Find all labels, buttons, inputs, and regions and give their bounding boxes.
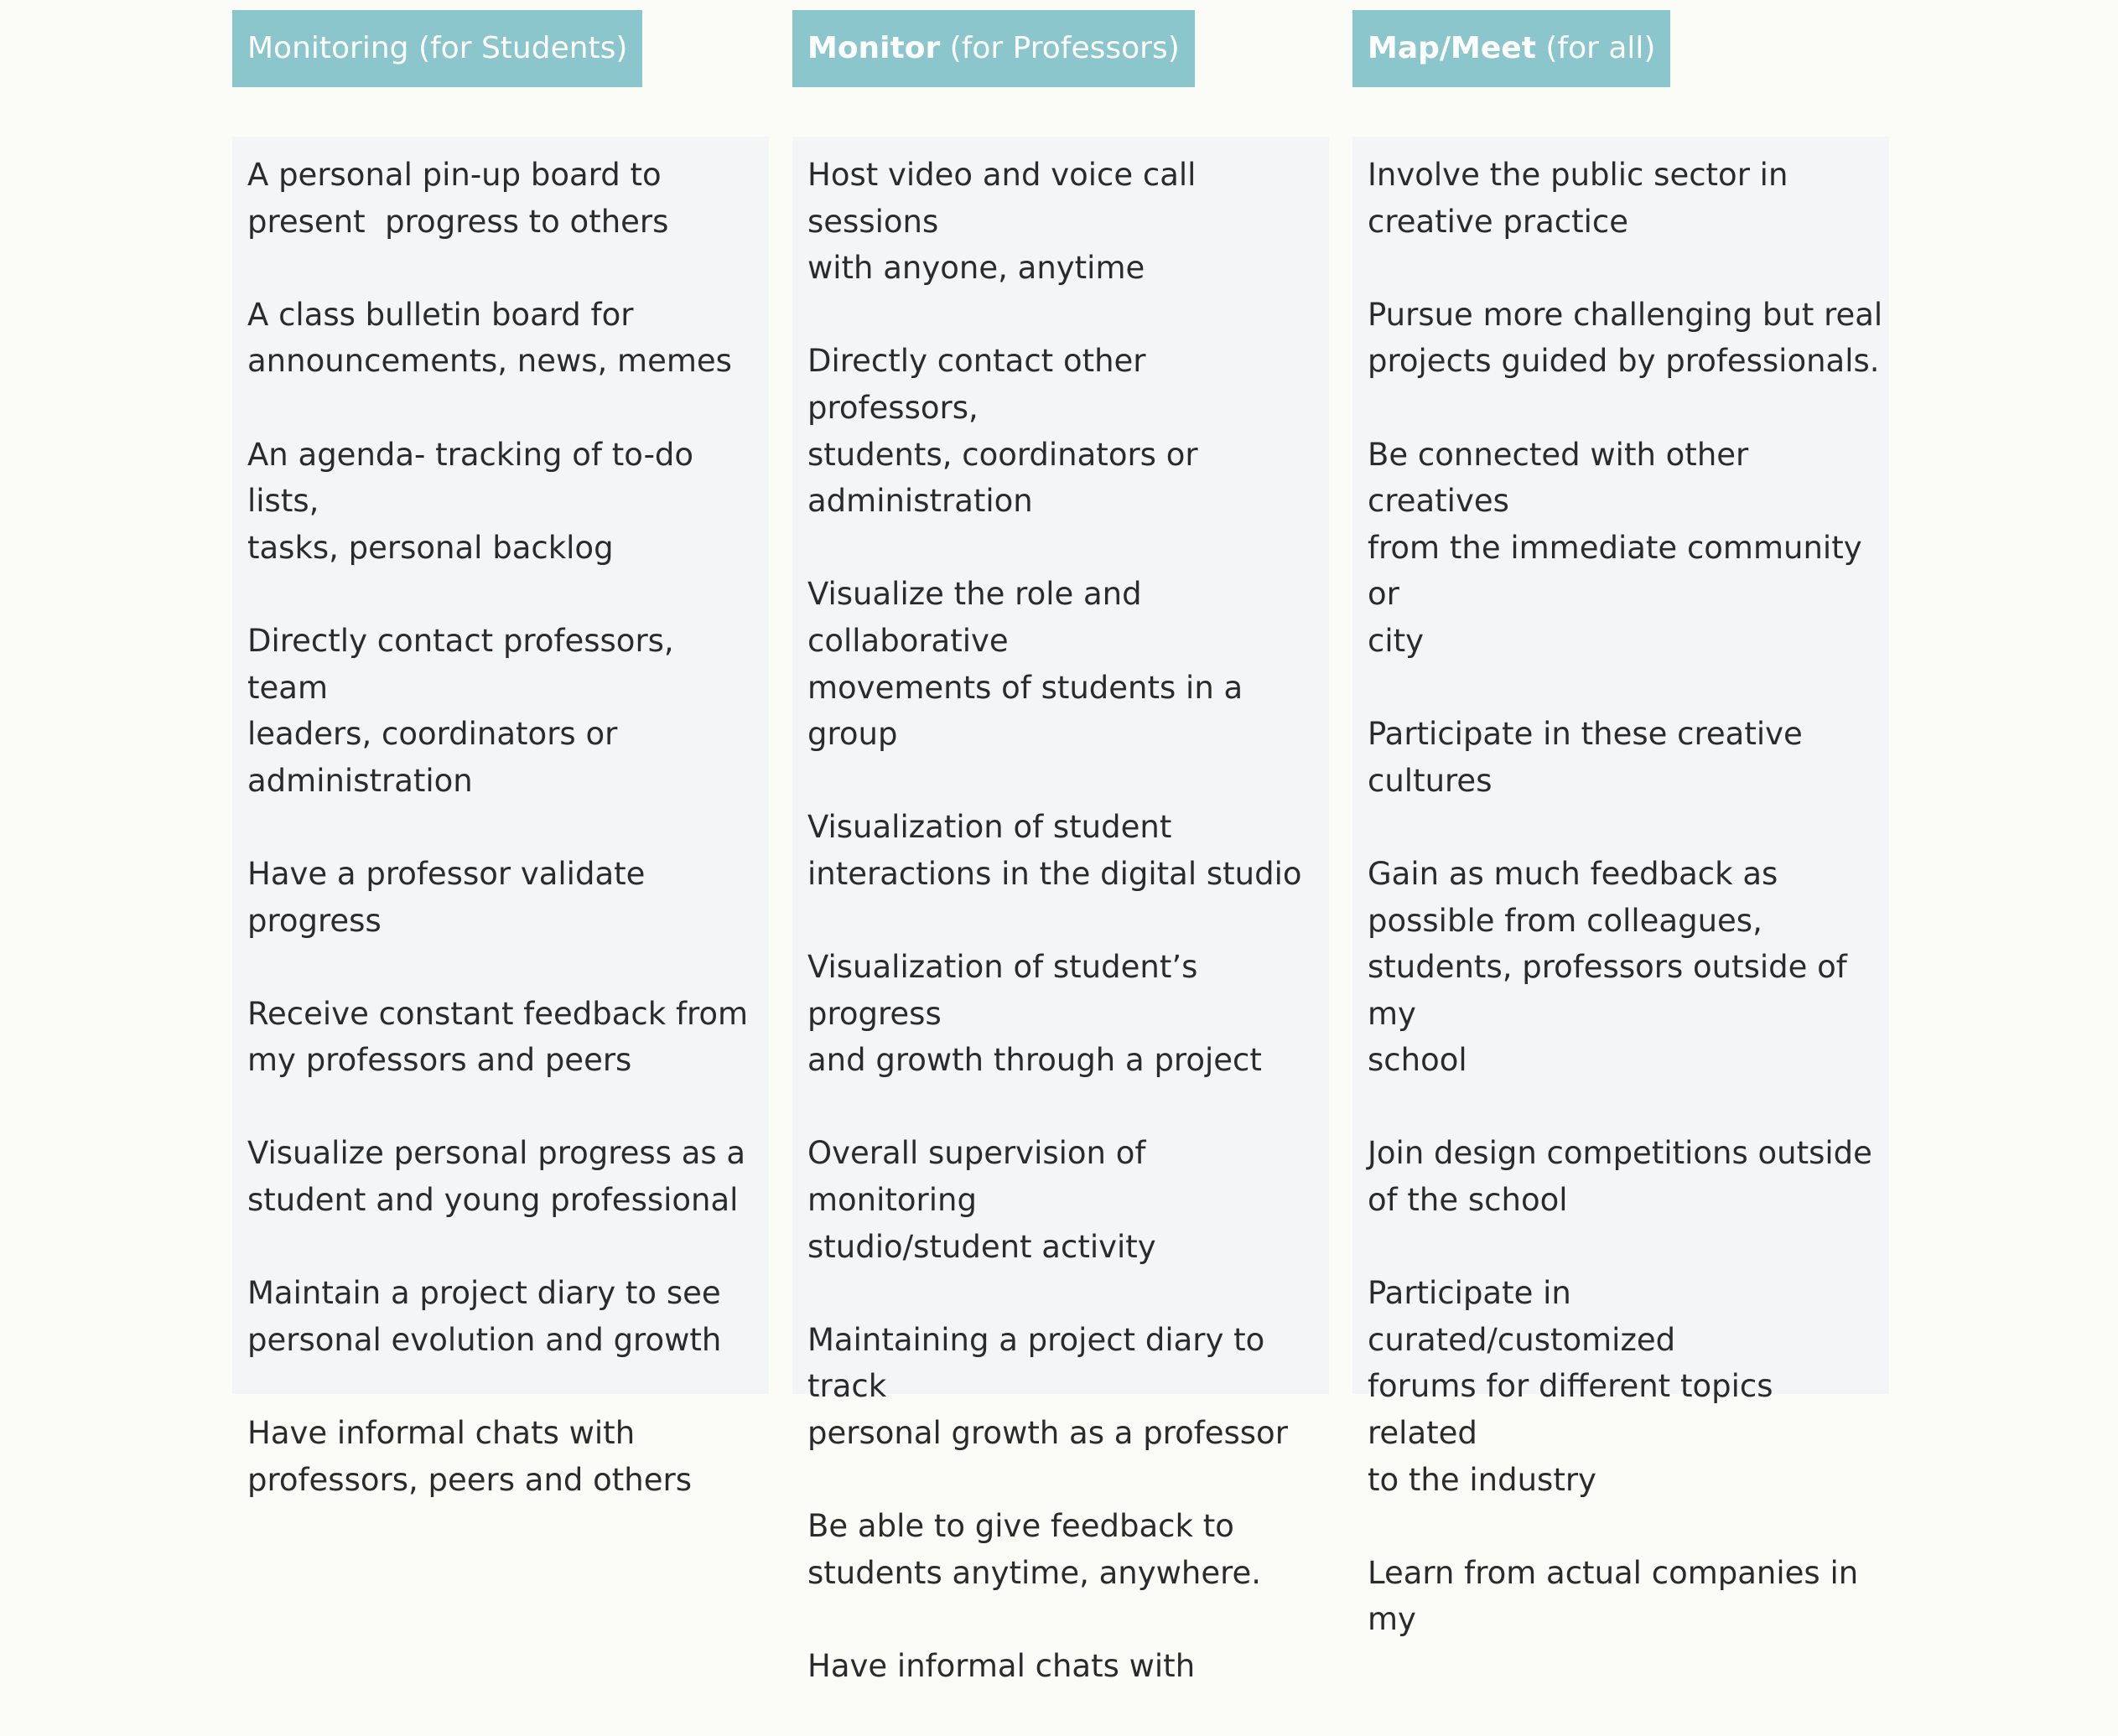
list-item: Learn from actual companies in my xyxy=(1368,1554,1868,1638)
list-item: Gain as much feedback as possible from colleagues, students, professors outside of my school xyxy=(1368,855,1847,1079)
list-item: Involve the public sector in creative practice xyxy=(1368,157,1788,240)
list-item: Maintain a project diary to see personal evolution and growth xyxy=(247,1275,722,1358)
list-item: Overall supervision of monitoring studio/student activity xyxy=(807,1135,1156,1265)
list-item: Be able to give feedback to students anytime, anywhere. xyxy=(807,1508,1262,1591)
list-item: Maintaining a project diary to track personal growth as a professor xyxy=(807,1321,1288,1452)
list-item: Directly contact other professors, students, coordinators or administration xyxy=(807,343,1198,520)
list-item: Visualize personal progress as a student and young professional xyxy=(247,1135,746,1219)
list-item: An agenda- tracking of to-do lists, tasks, personal backlog xyxy=(247,436,694,566)
features-panel-students xyxy=(232,137,769,1498)
header-text: (for Professors) xyxy=(940,31,1180,65)
list-item: Visualization of student’s progress and growth through a project xyxy=(807,949,1262,1079)
features-panel-professors xyxy=(792,137,1329,1684)
list-item: Pursue more challenging but real projects guided by professionals. xyxy=(1368,296,1883,380)
list-item: Join design competitions outside of the school xyxy=(1368,1135,1872,1219)
list-item: Have informal chats with xyxy=(807,1648,1196,1684)
list-item: Participate in curated/customized forums for different topics related to the industry xyxy=(1368,1275,1773,1498)
feature-list xyxy=(1368,152,1883,1690)
header-text: Monitoring (for Students) xyxy=(247,31,628,65)
list-item: Have a professor validate progress xyxy=(247,855,656,939)
column-header-students xyxy=(232,10,642,87)
list-item: Directly contact professors, team leaders, coordinators or administration xyxy=(247,622,674,799)
features-panel-all xyxy=(1352,137,1889,1638)
list-item: Be connected with other creatives from the immediate community or city xyxy=(1368,436,1862,659)
header-text: (for all) xyxy=(1535,31,1656,65)
list-item: Visualization of student interactions in the digital studio xyxy=(807,809,1302,892)
feature-list xyxy=(807,152,1323,1736)
list-item: A class bulletin board for announcements, news, memes xyxy=(247,296,732,380)
list-item: Visualize the role and collaborative movements of students in a group xyxy=(807,576,1243,753)
list-item: Host video and voice call sessions with anyone, anytime xyxy=(807,157,1197,287)
column-header-professors xyxy=(792,10,1195,87)
list-item: Participate in these creative cultures xyxy=(1368,716,1803,799)
column-header-all xyxy=(1352,10,1670,87)
list-item: A personal pin-up board to present progress to others xyxy=(247,157,669,240)
header-bold-text: Map/Meet xyxy=(1368,31,1536,65)
list-item: Receive constant feedback from my professors and peers xyxy=(247,995,749,1079)
feature-list xyxy=(247,152,763,1550)
header-bold-text: Monitor xyxy=(807,31,941,65)
list-item: Have informal chats with professors, peers and others xyxy=(247,1415,692,1498)
